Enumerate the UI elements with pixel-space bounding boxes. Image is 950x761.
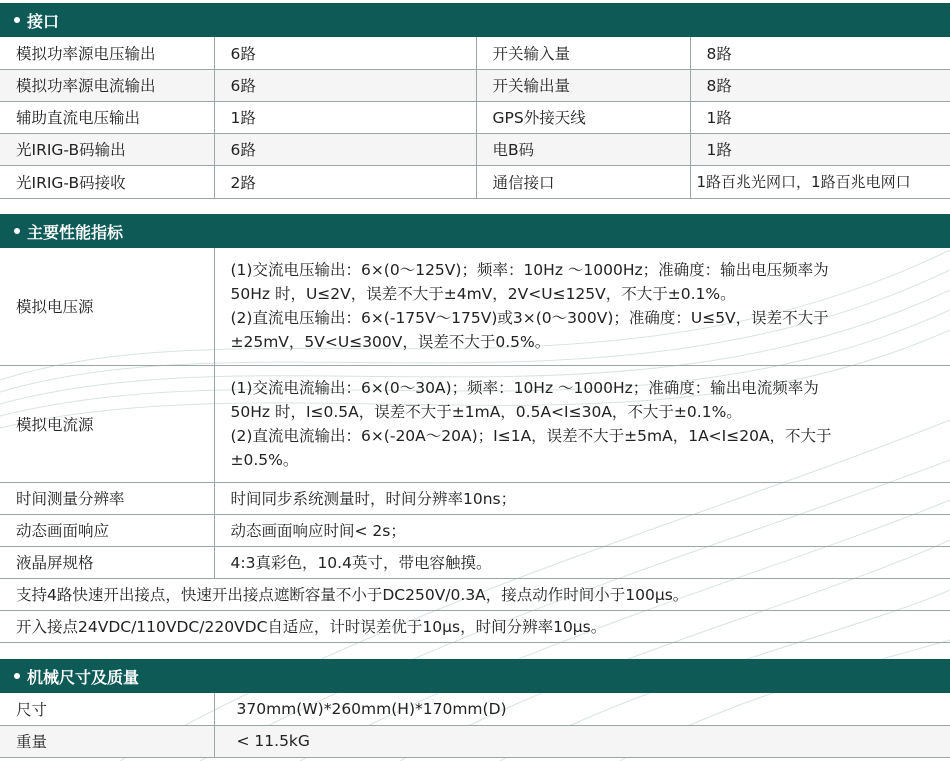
bullet-icon <box>14 228 20 234</box>
table-cell: 光IRIG-B码输出 <box>0 133 214 165</box>
table-cell: 电B码 <box>476 133 690 165</box>
row-label: 尺寸 <box>0 693 214 725</box>
row-value: < 11.5kG <box>214 725 950 757</box>
table-row <box>0 546 950 578</box>
section-header <box>0 659 950 693</box>
note-row: 开入接点24VDC/110VDC/220VDC自适应，计时误差优于10μs，时间分辨率10μs。 <box>0 610 950 642</box>
performance-section <box>0 214 950 643</box>
spec-line: 50Hz 时，U≤2V，误差不大于±4mV，2V<U≤125V，不大于±0.1%。 <box>230 285 736 304</box>
table-row <box>0 165 950 198</box>
section-title <box>0 214 214 248</box>
table-cell: 1路 <box>690 101 950 133</box>
table-row <box>0 693 950 725</box>
table-cell: 通信接口 <box>476 165 690 198</box>
table-row <box>0 37 950 69</box>
table-cell: 模拟功率源电流输出 <box>0 69 214 101</box>
row-label: 动态画面响应 <box>0 514 214 546</box>
table-row <box>0 133 950 165</box>
row-label: 重量 <box>0 725 214 757</box>
table-cell: GPS外接天线 <box>476 101 690 133</box>
table-row <box>0 101 950 133</box>
spec-line: (1)交流电压输出：6×(0～125V)；频率：10Hz ～1000Hz；准确度：输出电压频率为 <box>230 261 829 280</box>
table-cell: 8路 <box>690 37 950 69</box>
table-cell: 8路 <box>690 69 950 101</box>
mechanical-table <box>0 693 950 758</box>
interface-table <box>0 37 950 199</box>
table-cell: 6路 <box>214 37 476 69</box>
table-cell: 开关输入量 <box>476 37 690 69</box>
table-cell: 开关输出量 <box>476 69 690 101</box>
row-label: 模拟电压源 <box>0 248 214 365</box>
table-cell: 6路 <box>214 69 476 101</box>
table-row <box>0 69 950 101</box>
table-cell: 1路 <box>690 133 950 165</box>
table-row <box>0 610 950 642</box>
spec-line: 50Hz 时，I≤0.5A，误差不大于±1mA，0.5A<I≤30A，不大于±0.1%。 <box>230 402 742 421</box>
row-value: 4:3真彩色，10.4英寸，带电容触摸。 <box>214 546 950 578</box>
row-value: 370mm(W)*260mm(H)*170mm(D) <box>214 693 950 725</box>
table-row <box>0 725 950 757</box>
table-row <box>0 365 950 482</box>
section-title-text: 机械尺寸及质量 <box>27 667 140 687</box>
table-row <box>0 514 950 546</box>
table-cell: 1路百兆光网口，1路百兆电网口 <box>690 165 950 198</box>
header-bar <box>214 3 950 37</box>
section-title-text: 主要性能指标 <box>27 222 124 242</box>
note-row: 支持4路快速开出接点，快速开出接点遮断容量不小于DC250V/0.3A，接点动作时间小于100μs。 <box>0 578 950 610</box>
section-title <box>0 659 214 693</box>
current-spec <box>214 365 950 482</box>
spec-line: ±25mV，5V<U≤300V，误差不大于0.5%。 <box>230 333 551 352</box>
table-row <box>0 578 950 610</box>
table-cell: 1路 <box>214 101 476 133</box>
bullet-icon <box>14 17 20 23</box>
bullet-icon <box>14 673 20 679</box>
interface-section <box>0 3 950 199</box>
table-cell: 6路 <box>214 133 476 165</box>
section-title-text: 接口 <box>27 11 60 31</box>
row-value: 时间同步系统测量时，时间分辨率10ns； <box>214 482 950 514</box>
spec-line: (2)直流电压输出：6×(-175V～175V)或3×(0～300V)；准确度：U≤5V，误差不大于 <box>230 309 829 328</box>
section-title <box>0 3 214 37</box>
row-label: 时间测量分辨率 <box>0 482 214 514</box>
voltage-spec <box>214 248 950 365</box>
table-cell: 模拟功率源电压输出 <box>0 37 214 69</box>
table-cell: 光IRIG-B码接收 <box>0 165 214 198</box>
section-header <box>0 3 950 37</box>
table-cell: 2路 <box>214 165 476 198</box>
header-bar <box>214 214 950 248</box>
row-label: 模拟电流源 <box>0 365 214 482</box>
mechanical-section <box>0 659 950 758</box>
spec-line: (1)交流电流输出：6×(0～30A)；频率：10Hz ～1000Hz；准确度：输出电流频率为 <box>230 378 819 397</box>
row-label: 液晶屏规格 <box>0 546 214 578</box>
spec-line: ±0.5%。 <box>230 450 299 469</box>
row-value: 动态画面响应时间< 2s； <box>214 514 950 546</box>
header-bar <box>214 659 950 693</box>
section-header <box>0 214 950 248</box>
table-row <box>0 482 950 514</box>
table-row <box>0 248 950 365</box>
spec-line: (2)直流电流输出：6×(-20A～20A)；I≤1A，误差不大于±5mA，1A<I≤20A，不大于 <box>230 426 832 445</box>
table-cell: 辅助直流电压输出 <box>0 101 214 133</box>
performance-table <box>0 248 950 643</box>
